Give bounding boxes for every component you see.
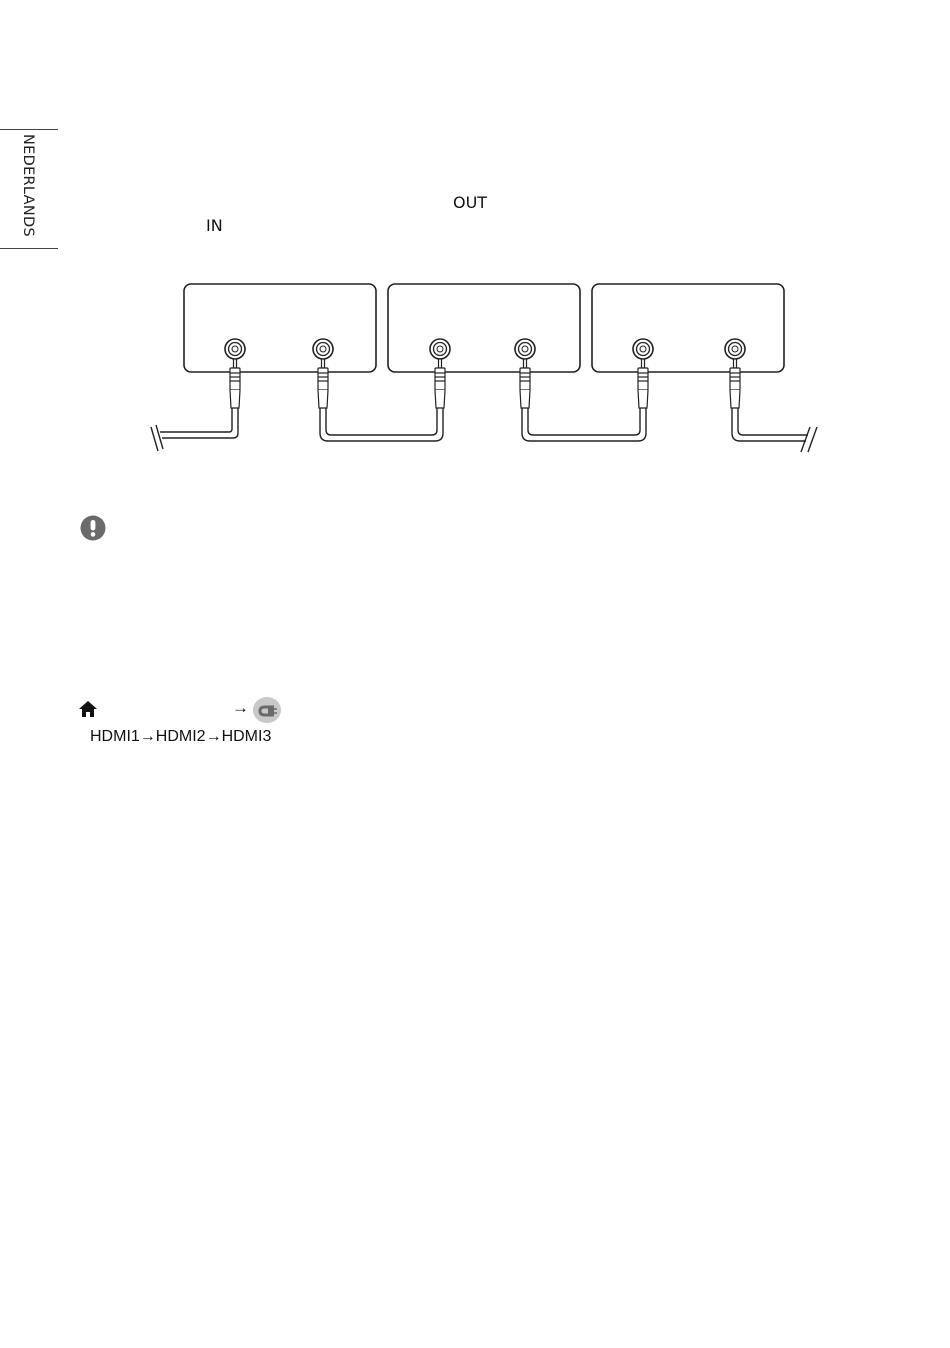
cable-1-2-outer — [320, 408, 443, 441]
cable-left-inner — [160, 408, 232, 432]
cable-break-right — [801, 427, 817, 452]
port-jack-4 — [515, 339, 535, 359]
home-icon — [78, 700, 98, 718]
exclamation-icon — [80, 515, 106, 541]
port-jack-3 — [430, 339, 450, 359]
cable-1-2-inner — [326, 408, 437, 435]
cable-2-3-outer — [522, 408, 646, 441]
cable-2-3-inner — [528, 408, 640, 435]
device-box-1 — [184, 284, 376, 372]
external-input-icon[interactable] — [252, 696, 282, 724]
cable-plugs — [230, 359, 740, 408]
port-jack-5 — [633, 339, 653, 359]
device-ports — [225, 339, 745, 359]
cable-plug-4 — [520, 359, 530, 408]
daisy-chain-connection-diagram — [0, 0, 950, 470]
hdmi-input-sequence: HDMI1→HDMI2→HDMI3 — [90, 728, 272, 745]
in-label: IN — [206, 216, 223, 235]
port-jack-2 — [313, 339, 333, 359]
cable-right-outer — [732, 408, 806, 441]
cable-plug-5 — [638, 359, 648, 408]
cable-plug-1 — [230, 359, 240, 408]
cable-plug-2 — [318, 359, 328, 408]
cables — [151, 408, 817, 452]
device-box-3 — [592, 284, 784, 372]
out-label: OUT — [453, 193, 488, 212]
device-box-2 — [388, 284, 580, 372]
cable-plug-6 — [730, 359, 740, 408]
device-boxes — [184, 284, 784, 372]
language-label: NEDERLANDS — [20, 134, 36, 237]
cable-right-inner — [738, 408, 808, 435]
port-jack-6 — [725, 339, 745, 359]
cable-left-outer — [162, 408, 238, 438]
cable-plug-3 — [435, 359, 445, 408]
cable-break-left — [151, 425, 163, 451]
nav-arrow: → — [232, 698, 249, 717]
port-jack-1 — [225, 339, 245, 359]
